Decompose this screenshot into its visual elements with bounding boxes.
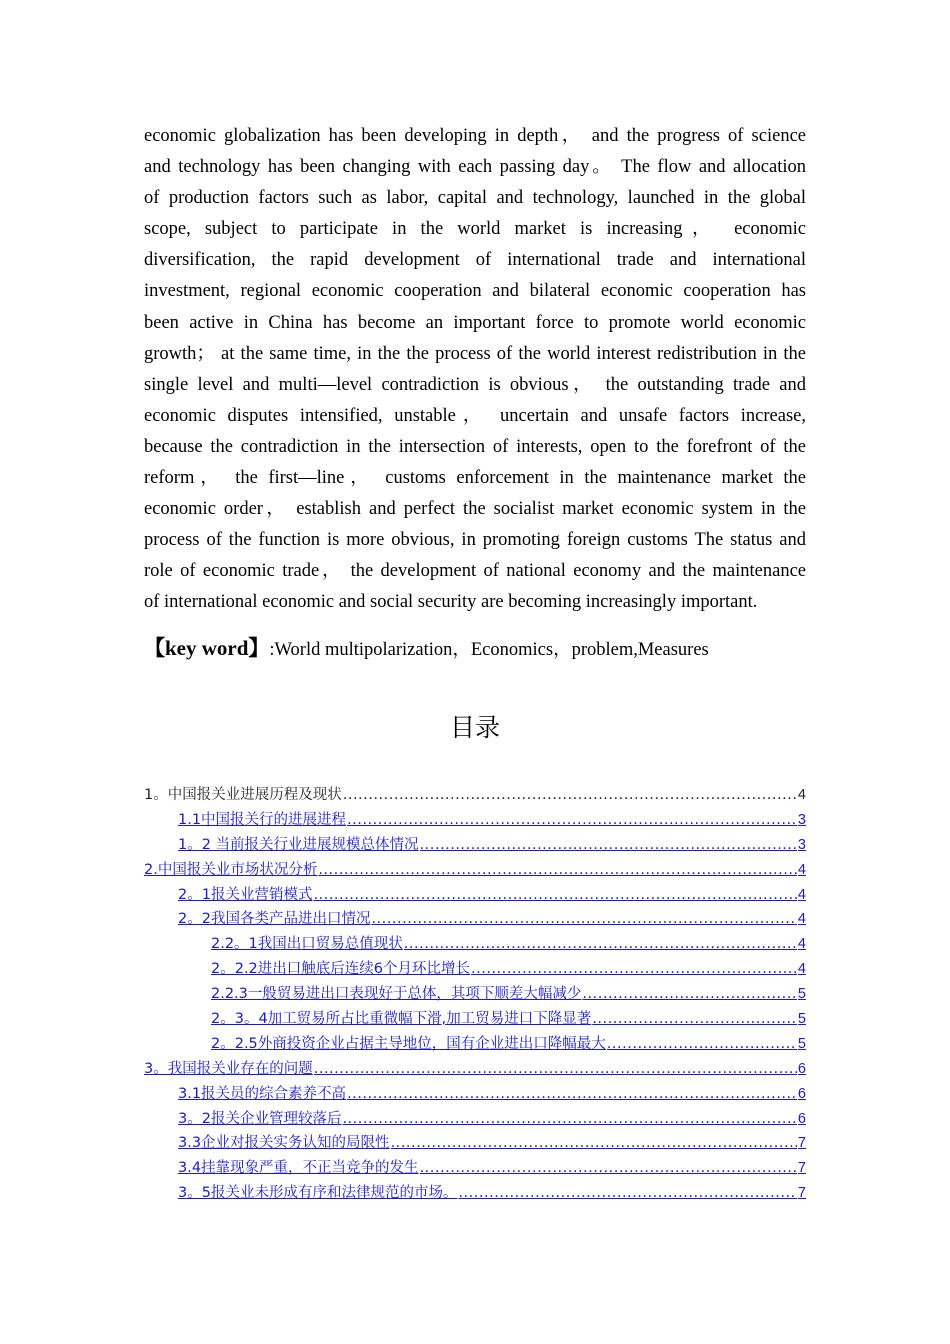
- toc-page-number: 7: [797, 1160, 806, 1177]
- toc-page-number: 4: [797, 961, 806, 978]
- toc-page-number: 4: [797, 861, 806, 878]
- toc-entry[interactable]: [144, 1107, 806, 1132]
- toc-entry-title: 2.2.3一般贸易进出口表现好于总体，其项下顺差大幅减少: [211, 986, 582, 1003]
- toc-entry[interactable]: [144, 957, 806, 982]
- toc-entry-title: 3。我国报关业存在的问题: [144, 1060, 313, 1077]
- abstract-line: diversification, the rapid development of international trade and international: [144, 250, 806, 271]
- toc-entry-title: 2.2。1我国出口贸易总值现状: [211, 936, 403, 953]
- toc-leader-dots: [314, 1057, 797, 1082]
- toc-page-number: 4: [797, 936, 806, 953]
- toc-page-number: 7: [797, 1135, 806, 1152]
- abstract-line: investment, regional economic cooperation and bilateral economic cooperation has: [144, 281, 806, 302]
- abstract-line: reform， the first—line， customs enforcement in the maintenance market the: [144, 468, 806, 489]
- abstract-line: and technology has been changing with each passing day。 The flow and allocation: [144, 157, 806, 178]
- toc-entry-title: 1。中国报关业进展历程及现状: [144, 787, 342, 803]
- abstract-body: [144, 121, 806, 619]
- toc-leader-dots: [342, 1107, 796, 1132]
- abstract-line: process of the function is more obvious, in promoting foreign customs The status and: [144, 530, 806, 551]
- toc-entry-title: 2.中国报关业市场状况分析: [144, 861, 318, 878]
- toc-entry[interactable]: [144, 907, 806, 932]
- toc-entry-title: 2。2我国各类产品进出口情况: [178, 911, 371, 928]
- toc-page-number: 6: [797, 1060, 806, 1077]
- keywords-label: 【key word】: [144, 636, 270, 660]
- toc-page-number: 6: [797, 1110, 806, 1127]
- toc-leader-dots: [343, 783, 797, 808]
- toc-entry-title: 2。2.2进出口触底后连续6个月环比增长: [211, 961, 471, 978]
- toc-entry-title: 1。2 当前报关行业进展规模总体情况: [178, 836, 419, 853]
- toc-page-number: 4: [797, 886, 806, 903]
- toc-leader-dots: [347, 808, 797, 833]
- keywords-line: [144, 632, 709, 662]
- toc-entry[interactable]: [144, 932, 806, 957]
- toc-entry-title: 3.1报关员的综合素养不高: [178, 1085, 347, 1102]
- abstract-line: because the contradiction in the intersection of interests, open to the forefront of the: [144, 436, 806, 457]
- toc-leader-dots: [471, 957, 797, 982]
- toc-entry[interactable]: [144, 1181, 806, 1206]
- abstract-line: scope, subject to participate in the world market is increasing， economic: [144, 219, 806, 240]
- abstract-line: of production factors such as labor, capital and technology, launched in the global: [144, 188, 806, 209]
- toc-entry[interactable]: [144, 1032, 806, 1057]
- toc-page-number: 3: [797, 836, 806, 853]
- toc-title: 目录: [449, 713, 500, 742]
- toc-entry[interactable]: [144, 883, 806, 908]
- toc-entry[interactable]: [144, 1007, 806, 1032]
- toc-entry[interactable]: [144, 982, 806, 1007]
- abstract-line: role of economic trade， the development of national economy and the maintenance: [144, 561, 806, 582]
- toc-leader-dots: [592, 1007, 797, 1032]
- abstract-line: growth； at the same time, in the the process of the world interest redistribution in the: [144, 343, 806, 364]
- toc-leader-dots: [347, 1082, 797, 1107]
- abstract-line: single level and multi—level contradiction is obvious， the outstanding trade and: [144, 374, 806, 395]
- abstract-line: been active in China has become an important force to promote world economic: [144, 312, 806, 333]
- toc-entry-title: 2。2.5外商投资企业占据主导地位，国有企业进出口降幅最大: [211, 1035, 606, 1052]
- toc-entry[interactable]: [144, 808, 806, 833]
- toc-entry-title: 3。5报关业未形成有序和法律规范的市场。: [178, 1185, 458, 1202]
- abstract-line: of international economic and social security are becoming increasingly important.: [144, 592, 758, 613]
- toc-entry[interactable]: [144, 1131, 806, 1156]
- toc-page-number: 5: [797, 1011, 806, 1028]
- toc-page-number: 7: [797, 1185, 806, 1202]
- toc-page-number: 5: [797, 986, 806, 1003]
- abstract-line: economic order， establish and perfect the socialist market economic system in the: [144, 499, 806, 520]
- table-of-contents: [144, 783, 806, 1206]
- toc-entry[interactable]: [144, 833, 806, 858]
- toc-leader-dots: [420, 833, 797, 858]
- keywords-text: :World multipolarization，Economics，problem,Measures: [269, 640, 709, 660]
- toc-entry-title: 3.4挂靠现象严重，不正当竞争的发生: [178, 1160, 419, 1177]
- abstract-line: economic globalization has been developing in depth， and the progress of science: [144, 126, 806, 146]
- toc-page-number: 3: [797, 811, 806, 828]
- toc-leader-dots: [318, 858, 797, 883]
- toc-page-number: 4: [797, 911, 806, 928]
- toc-leader-dots: [420, 1156, 797, 1181]
- toc-leader-dots: [458, 1181, 796, 1206]
- toc-entry[interactable]: [144, 1082, 806, 1107]
- toc-page-number: 4: [797, 787, 806, 803]
- toc-entry: [144, 783, 806, 808]
- toc-entry[interactable]: [144, 1156, 806, 1181]
- abstract-line: economic disputes intensified, unstable， uncertain and unsafe factors increase,: [144, 405, 806, 426]
- toc-page-number: 6: [797, 1085, 806, 1102]
- toc-entry-title: 3.3企业对报关实务认知的局限性: [178, 1135, 390, 1152]
- toc-leader-dots: [607, 1032, 797, 1057]
- toc-leader-dots: [313, 883, 796, 908]
- toc-entry-title: 2。1报关业营销模式: [178, 886, 313, 903]
- toc-leader-dots: [582, 982, 797, 1007]
- toc-leader-dots: [404, 932, 797, 957]
- toc-entry[interactable]: [144, 858, 806, 883]
- toc-entry[interactable]: [144, 1057, 806, 1082]
- toc-entry-title: 3。2报关企业管理较落后: [178, 1110, 342, 1127]
- toc-leader-dots: [391, 1131, 797, 1156]
- toc-page-number: 5: [797, 1035, 806, 1052]
- toc-entry-title: 2。3。4加工贸易所占比重微幅下滑,加工贸易进口下降显著: [211, 1011, 592, 1028]
- toc-leader-dots: [371, 907, 796, 932]
- toc-entry-title: 1.1中国报关行的进展进程: [178, 811, 347, 828]
